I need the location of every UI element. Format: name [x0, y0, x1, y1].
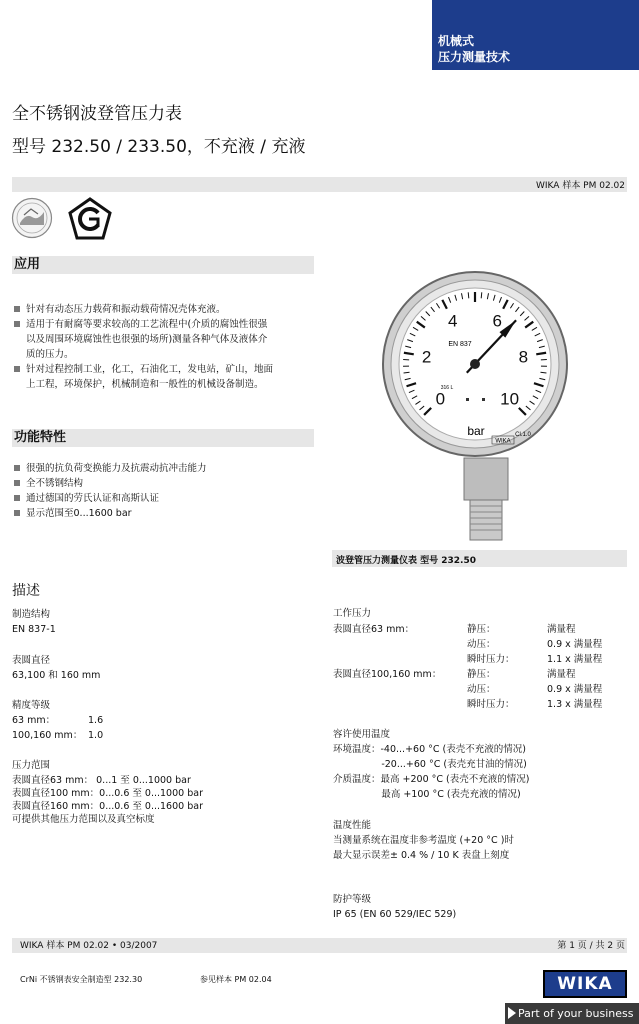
temperature-row: 介质温度：最高 +200 °C (表壳不充液的情况) — [333, 774, 530, 785]
gauge-tick — [404, 353, 414, 355]
accuracy-value: 1.6 — [88, 715, 104, 726]
working-value: 满量程 — [547, 669, 576, 680]
range-row: 可提供其他压力范围以及真空标度 — [12, 814, 155, 825]
gauge-hub — [470, 359, 480, 369]
gauge-class: Cl.1.0 — [515, 432, 531, 438]
category-line1: 机械式 — [438, 34, 475, 48]
scale-label: 10 — [500, 389, 520, 409]
category-box — [432, 0, 639, 70]
range-label: 压力范围 — [12, 760, 51, 771]
working-size: 表圆直径63 mm： — [333, 624, 415, 635]
gauge-symbol — [466, 398, 469, 401]
scale-label: 0 — [435, 389, 446, 409]
page-title: 全不锈钢波登管压力表 — [12, 104, 182, 124]
tagline: Part of your business — [518, 1007, 634, 1020]
temperature-effect-row: 当测量系统在温度非参考温度 (+20 °C )时 — [333, 835, 514, 846]
sheet-band — [12, 177, 627, 192]
list-item-cont: 上工程，环境保护，机械制造和一般性的机械设备制造。 — [26, 379, 264, 390]
gauge-tick — [536, 353, 546, 355]
gauge-brand: WIKA — [495, 438, 511, 445]
working-value: 0.9 x 满量程 — [547, 639, 603, 650]
sheet-number: WIKA 样本 PM 02.02 — [536, 181, 625, 191]
working-type: 动压： — [467, 684, 496, 695]
scale-label: 4 — [448, 311, 458, 331]
gauge-standard: EN 837 — [448, 341, 472, 348]
size-label: 表圆直径 — [12, 655, 51, 666]
gauge-socket — [464, 458, 508, 500]
range-row: 表圆直径100 mm：0...0.6 至 0...1000 bar — [12, 788, 203, 799]
scale-label: 2 — [421, 347, 432, 367]
temperature-row: 环境温度：-40...+60 °C (表壳不充液的情况) — [333, 744, 526, 755]
features-heading: 功能特性 — [12, 429, 314, 447]
features-list — [14, 461, 319, 521]
list-item: 全不锈钢结构 — [14, 476, 319, 491]
wika-logo: WIKA — [543, 970, 627, 998]
applications-heading: 应用 — [12, 256, 314, 274]
working-type: 瞬时压力： — [467, 699, 515, 710]
gauge-material: 316 L — [440, 385, 454, 391]
pressure-gauge-illustration — [370, 262, 580, 552]
page-subtitle: 型号 232.50 / 233.50，不充液 / 充液 — [12, 137, 306, 157]
gauge-tick — [468, 292, 469, 298]
accuracy-label: 精度等级 — [12, 700, 51, 711]
scale-label: 8 — [518, 347, 529, 367]
list-item: 适用于有耐腐等要求较高的工艺流程中(介质的腐蚀性很强 — [14, 317, 319, 332]
list-item: 针对有动态压力载荷和振动载荷情况壳体充液。 — [14, 302, 319, 317]
accuracy-value: 1.0 — [88, 730, 104, 741]
accuracy-key: 63 mm： — [12, 715, 56, 726]
temperature-row: 最高 +100 °C (表壳充液的情况) — [333, 789, 521, 800]
working-type: 静压： — [467, 669, 496, 680]
working-size: 表圆直径100,160 mm： — [333, 669, 442, 680]
list-item-cont: 以及周围环境腐蚀性也很强的场所)测量各种气体及液体介 — [26, 334, 268, 345]
applications-list — [14, 302, 319, 392]
tagline-arrow-icon — [508, 1007, 516, 1019]
gauge-symbol — [482, 398, 485, 401]
gl-certificate-logo — [11, 197, 53, 239]
footer-ref-2: 参见样本 PM 02.04 — [200, 975, 272, 984]
description-heading: 描述 — [12, 583, 40, 599]
range-row: 表圆直径63 mm： 0...1 至 0...1000 bar — [12, 775, 191, 786]
list-item: 很强的抗负荷变换能力及抗震动抗冲击能力 — [14, 461, 319, 476]
temperature-row: -20...+60 °C (表壳充甘油的情况) — [333, 759, 527, 770]
working-value: 满量程 — [547, 624, 576, 635]
list-item: 通过德国的劳氏认证和高斯认证 — [14, 491, 319, 506]
working-value: 0.9 x 满量程 — [547, 684, 603, 695]
protection-label: 防护等级 — [333, 894, 372, 905]
list-item-cont: 质的压力。 — [26, 349, 74, 360]
size-value: 63,100 和 160 mm — [12, 670, 101, 681]
working-type: 动压： — [467, 639, 496, 650]
working-type: 瞬时压力： — [467, 654, 515, 665]
gauge-tick — [481, 292, 482, 298]
working-pressure-label: 工作压力 — [333, 608, 372, 619]
page-number: 第 1 页 / 共 2 页 — [557, 941, 625, 951]
construction-value: EN 837-1 — [12, 624, 56, 635]
working-value: 1.3 x 满量程 — [547, 699, 603, 710]
list-item: 针对过程控制工业，化工，石油化工，发电站，矿山，地面 — [14, 362, 319, 377]
figure-caption: 波登管压力测量仪表 型号 232.50 — [336, 556, 476, 566]
range-row: 表圆直径160 mm：0...0.6 至 0...1600 bar — [12, 801, 203, 812]
gauge-unit: bar — [467, 424, 485, 438]
footer-left: WIKA 样本 PM 02.02 • 03/2007 — [20, 941, 158, 951]
gost-certificate-logo — [67, 197, 113, 241]
temperature-effect-label: 温度性能 — [333, 820, 372, 831]
protection-value: IP 65 (EN 60 529/IEC 529) — [333, 909, 457, 920]
construction-label: 制造结构 — [12, 609, 51, 620]
scale-label: 6 — [492, 311, 502, 331]
category-line2: 压力测量技术 — [438, 50, 511, 64]
working-type: 静压： — [467, 624, 496, 635]
footer-ref-1: CrNi 不锈钢表安全制造型 232.30 — [20, 975, 143, 984]
temperature-effect-row: 最大显示误差± 0.4 % / 10 K 表盘上刻度 — [333, 850, 510, 861]
accuracy-key: 100,160 mm： — [12, 730, 83, 741]
working-value: 1.1 x 满量程 — [547, 654, 603, 665]
temperature-label: 容许使用温度 — [333, 729, 391, 740]
list-item: 显示范围至0...1600 bar — [14, 506, 319, 521]
